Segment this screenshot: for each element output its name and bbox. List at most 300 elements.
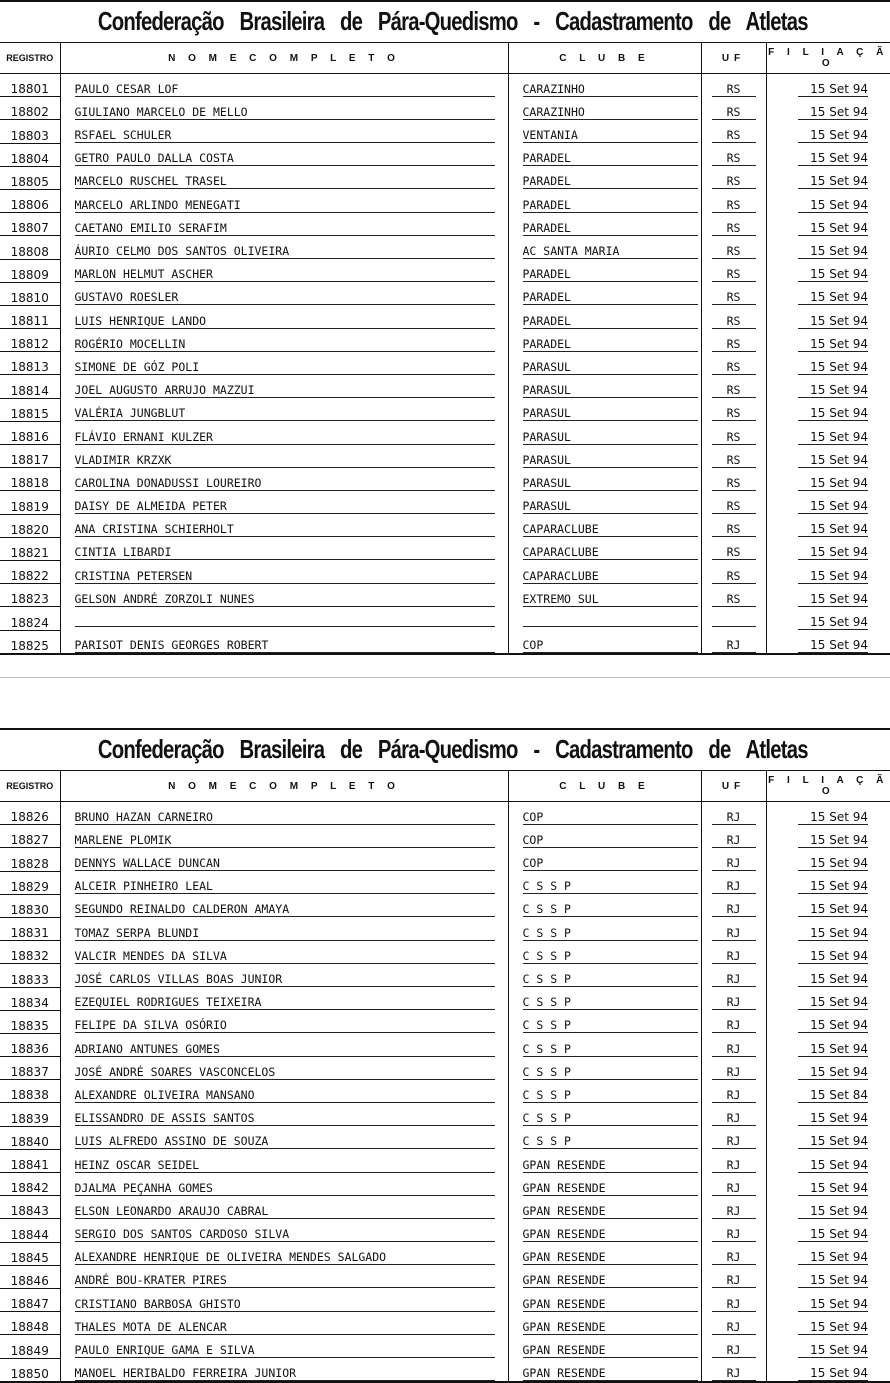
uf-cell-value: RJ [712,1088,756,1103]
uf-cell-value: RJ [712,902,756,917]
uf-cell [701,398,766,421]
name-cell [60,1358,508,1382]
table-row [0,1126,890,1149]
club-cell-value: PARADEL [523,290,698,305]
filiacao-cell [766,1335,890,1358]
uf-cell [701,259,766,282]
uf-cell [701,802,766,825]
name-cell [60,1288,508,1311]
club-cell [508,941,701,964]
uf-cell-value: RJ [712,856,756,871]
club-cell-value: PARASUL [523,476,698,491]
table-row [0,802,890,825]
club-cell [508,236,701,259]
registro-cell: 18849 [0,1335,60,1358]
uf-cell [701,1033,766,1056]
filiacao-cell-value: 15 Set 94 [798,902,868,917]
filiacao-cell [766,871,890,894]
uf-cell [701,1103,766,1126]
club-cell [508,630,701,654]
name-cell [60,964,508,987]
name-cell-value: MARLON HELMUT ASCHER [75,267,495,282]
filiacao-cell-value: 15 Set 94 [798,1042,868,1057]
filiacao-cell-value: 15 Set 94 [798,592,868,607]
name-cell-value: JOSÉ ANDRÉ SOARES VASCONCELOS [75,1065,495,1080]
table-row [0,941,890,964]
athletes-table [0,42,890,655]
name-cell [60,375,508,398]
registro-cell: 18820 [0,514,60,537]
name-cell [60,491,508,514]
club-cell-value: GPAN RESENDE [523,1366,698,1381]
uf-cell-value: RJ [712,1065,756,1080]
table-row [0,871,890,894]
filiacao-cell-value: 15 Set 94 [798,1181,868,1196]
club-cell [508,305,701,328]
club-cell [508,607,701,630]
name-cell-value: CRISTINA PETERSEN [75,569,495,584]
club-cell [508,537,701,560]
table-row [0,375,890,398]
name-cell-value: TOMAZ SERPA BLUNDI [75,926,495,941]
uf-cell [701,848,766,871]
name-cell-value: SIMONE DE GÓZ POLI [75,360,495,375]
club-cell-value: CAPARACLUBE [523,569,698,584]
uf-cell [701,236,766,259]
uf-cell-value: RS [712,151,756,166]
name-cell-value: ALCEIR PINHEIRO LEAL [75,879,495,894]
uf-cell [701,282,766,305]
club-cell-value: PARADEL [523,174,698,189]
filiacao-cell-value: 15 Set 94 [798,174,868,189]
filiacao-cell-value: 15 Set 94 [798,949,868,964]
registro-cell: 18814 [0,375,60,398]
filiacao-cell-value: 15 Set 94 [798,105,868,120]
table-row [0,1057,890,1080]
uf-cell [701,1010,766,1033]
filiacao-cell [766,189,890,212]
filiacao-cell [766,1080,890,1103]
uf-cell [701,74,766,97]
club-cell [508,514,701,537]
uf-cell-value: RJ [712,638,756,653]
uf-cell-value: RJ [712,1250,756,1265]
column-header-registro: REGISTRO [0,43,60,74]
registro-cell: 18824 [0,607,60,630]
club-cell-value: PARASUL [523,383,698,398]
uf-cell-value: RJ [712,1111,756,1126]
uf-cell-value: RJ [712,833,756,848]
club-cell-value: GPAN RESENDE [523,1297,698,1312]
uf-cell [701,941,766,964]
uf-cell-value: RS [712,221,756,236]
club-cell-value: GPAN RESENDE [523,1343,698,1358]
filiacao-cell-value: 15 Set 94 [798,499,868,514]
club-cell [508,213,701,236]
registro-cell: 18817 [0,445,60,468]
filiacao-cell-value: 15 Set 94 [798,314,868,329]
name-cell [60,1196,508,1219]
club-cell [508,1265,701,1288]
registro-cell: 18822 [0,560,60,583]
filiacao-cell-value: 15 Set 94 [798,1297,868,1312]
name-cell [60,848,508,871]
registro-cell: 18818 [0,468,60,491]
club-cell-value: EXTREMO SUL [523,592,698,607]
club-cell-value: COP [523,810,698,825]
table-row [0,825,890,848]
filiacao-cell [766,491,890,514]
uf-cell [701,537,766,560]
table-row [0,1080,890,1103]
table-row [0,189,890,212]
name-cell-value: JOEL AUGUSTO ARRUJO MAZZUI [75,383,495,398]
name-cell [60,1219,508,1242]
filiacao-cell [766,74,890,97]
club-cell-value: C S S P [523,1111,698,1126]
column-header-clube: C L U B E [508,43,701,74]
uf-cell-value: RS [712,244,756,259]
club-cell-value: C S S P [523,926,698,941]
name-cell [60,1149,508,1172]
club-cell-value: GPAN RESENDE [523,1320,698,1335]
club-cell-value: GPAN RESENDE [523,1181,698,1196]
filiacao-cell [766,1242,890,1265]
filiacao-cell-value: 15 Set 94 [798,615,868,630]
registro-cell: 18806 [0,189,60,212]
filiacao-cell-value: 15 Set 94 [798,1250,868,1265]
name-cell [60,802,508,825]
table-row [0,398,890,421]
club-cell-value: PARASUL [523,406,698,421]
club-cell [508,1312,701,1335]
club-cell-value: PARASUL [523,453,698,468]
registro-cell: 18826 [0,802,60,825]
club-cell-value: C S S P [523,1065,698,1080]
filiacao-cell [766,445,890,468]
table-row [0,1010,890,1033]
filiacao-cell-value: 15 Set 94 [798,1366,868,1381]
filiacao-cell [766,1010,890,1033]
column-header-filiacao: F I L I A Ç Ã O [766,771,890,802]
athletes-table [0,770,890,1383]
uf-cell [701,1173,766,1196]
table-row [0,1196,890,1219]
filiacao-cell-value: 15 Set 94 [798,972,868,987]
uf-cell-value: RS [712,174,756,189]
registro-cell: 18816 [0,421,60,444]
filiacao-cell-value: 15 Set 94 [798,545,868,560]
filiacao-cell [766,468,890,491]
registro-cell: 18850 [0,1358,60,1382]
filiacao-cell [766,1149,890,1172]
club-cell-value: PARASUL [523,360,698,375]
uf-cell-value: RS [712,592,756,607]
filiacao-cell [766,143,890,166]
uf-cell [701,917,766,940]
name-cell [60,143,508,166]
table-row [0,1242,890,1265]
column-header-clube: C L U B E [508,771,701,802]
filiacao-cell-value: 15 Set 94 [798,1134,868,1149]
filiacao-cell [766,236,890,259]
club-cell [508,166,701,189]
name-cell [60,352,508,375]
uf-cell [701,630,766,654]
filiacao-cell [766,1126,890,1149]
uf-cell-value: RS [712,430,756,445]
club-cell [508,352,701,375]
uf-cell-value: RJ [712,1181,756,1196]
registro-cell: 18808 [0,236,60,259]
name-cell [60,1126,508,1149]
uf-cell-value: RJ [712,1204,756,1219]
uf-cell [701,166,766,189]
uf-cell-value: RS [712,198,756,213]
table-row [0,259,890,282]
uf-cell-value: RJ [712,972,756,987]
club-cell [508,1173,701,1196]
filiacao-cell-value: 15 Set 94 [798,1320,868,1335]
name-cell [60,894,508,917]
filiacao-cell-value: 15 Set 94 [798,1343,868,1358]
club-cell [508,1219,701,1242]
filiacao-cell [766,421,890,444]
registro-cell: 18811 [0,305,60,328]
name-cell-value: HEINZ OSCAR SEIDEL [75,1158,495,1173]
filiacao-cell-value: 15 Set 94 [798,995,868,1010]
club-cell-value: C S S P [523,995,698,1010]
table-row [0,1288,890,1311]
uf-cell [701,514,766,537]
name-cell [60,1057,508,1080]
club-cell-value: COP [523,856,698,871]
name-cell-value: GUSTAVO ROESLER [75,290,495,305]
club-cell [508,584,701,607]
club-cell [508,329,701,352]
name-cell-value: PAULO CESAR LOF [75,82,495,97]
uf-cell-value: RS [712,267,756,282]
uf-cell [701,894,766,917]
club-cell [508,445,701,468]
filiacao-cell [766,1288,890,1311]
uf-cell [701,189,766,212]
name-cell [60,1010,508,1033]
name-cell [60,560,508,583]
uf-cell-value: RS [712,82,756,97]
club-cell [508,259,701,282]
club-cell [508,1010,701,1033]
name-cell-value: DJALMA PEÇANHA GOMES [75,1181,495,1196]
uf-cell-value: RS [712,337,756,352]
registro-cell: 18823 [0,584,60,607]
club-cell-value: GPAN RESENDE [523,1250,698,1265]
club-cell-value: CARAZINHO [523,105,698,120]
registro-cell: 18847 [0,1288,60,1311]
filiacao-cell-value: 15 Set 94 [798,290,868,305]
registro-cell: 18833 [0,964,60,987]
table-row [0,1103,890,1126]
club-cell [508,375,701,398]
club-cell [508,282,701,305]
name-cell [60,189,508,212]
name-cell [60,97,508,120]
name-cell-value [75,626,495,627]
club-cell [508,964,701,987]
uf-cell [701,964,766,987]
uf-cell [701,560,766,583]
page-divider [0,677,890,678]
name-cell [60,871,508,894]
filiacao-cell [766,987,890,1010]
name-cell [60,1080,508,1103]
filiacao-cell [766,560,890,583]
name-cell [60,329,508,352]
uf-cell [701,143,766,166]
club-cell-value: C S S P [523,879,698,894]
uf-cell [701,584,766,607]
name-cell-value: THALES MOTA DE ALENCAR [75,1320,495,1335]
name-cell [60,825,508,848]
name-cell-value: CRISTIANO BARBOSA GHISTO [75,1297,495,1312]
name-cell [60,514,508,537]
uf-cell-value: RJ [712,1273,756,1288]
filiacao-cell [766,1265,890,1288]
name-cell-value: ÁURIO CELMO DOS SANTOS OLIVEIRA [75,244,495,259]
uf-cell [701,375,766,398]
registro-cell: 18842 [0,1173,60,1196]
table-row [0,491,890,514]
club-cell [508,398,701,421]
name-cell [60,537,508,560]
club-cell [508,1080,701,1103]
name-cell-value: ROGÉRIO MOCELLIN [75,337,495,352]
name-cell-value: CAROLINA DONADUSSI LOUREIRO [75,476,495,491]
registro-cell: 18841 [0,1149,60,1172]
filiacao-cell [766,1033,890,1056]
sheet-header [0,728,890,770]
column-header-uf: UF [701,43,766,74]
name-cell-value: ANDRÉ BOU-KRATER PIRES [75,1273,495,1288]
name-cell-value: SEGUNDO REINALDO CALDERON AMAYA [75,902,495,917]
filiacao-cell [766,120,890,143]
name-cell-value: DAISY DE ALMEIDA PETER [75,499,495,514]
club-cell-value [523,626,698,627]
uf-cell-value: RS [712,545,756,560]
registro-cell: 18804 [0,143,60,166]
filiacao-cell [766,964,890,987]
column-header-registro: REGISTRO [0,771,60,802]
uf-cell-value: RS [712,453,756,468]
sheet-header [0,0,890,42]
uf-cell-value: RS [712,522,756,537]
registro-cell: 18829 [0,871,60,894]
uf-cell [701,445,766,468]
club-cell-value: PARADEL [523,198,698,213]
filiacao-cell [766,166,890,189]
registro-cell: 18821 [0,537,60,560]
name-cell-value: FLÁVIO ERNANI KULZER [75,430,495,445]
club-cell [508,421,701,444]
filiacao-cell [766,282,890,305]
club-cell [508,491,701,514]
filiacao-cell-value: 15 Set 94 [798,430,868,445]
club-cell [508,802,701,825]
uf-cell-value: RS [712,360,756,375]
filiacao-cell [766,584,890,607]
name-cell-value: LUIS HENRIQUE LANDO [75,314,495,329]
filiacao-cell [766,514,890,537]
name-cell-value: ALEXANDRE OLIVEIRA MANSANO [75,1088,495,1103]
name-cell-value: MARCELO ARLINDO MENEGATI [75,198,495,213]
name-cell [60,398,508,421]
filiacao-cell-value: 15 Set 94 [798,360,868,375]
registro-cell: 18815 [0,398,60,421]
name-cell [60,607,508,630]
club-cell [508,871,701,894]
club-cell-value: VENTANIA [523,128,698,143]
club-cell-value: PARADEL [523,221,698,236]
table-row [0,166,890,189]
registro-cell: 18803 [0,120,60,143]
uf-cell [701,213,766,236]
club-cell [508,1149,701,1172]
club-cell [508,825,701,848]
name-cell [60,468,508,491]
filiacao-cell-value: 15 Set 94 [798,522,868,537]
name-cell-value: ALEXANDRE HENRIQUE DE OLIVEIRA MENDES SALGADO [75,1250,495,1265]
filiacao-cell [766,1103,890,1126]
registro-cell: 18819 [0,491,60,514]
club-cell [508,1358,701,1382]
club-cell-value: PARASUL [523,499,698,514]
club-cell [508,97,701,120]
registro-cell: 18802 [0,97,60,120]
club-cell-value: CARAZINHO [523,82,698,97]
uf-cell-value: RJ [712,1320,756,1335]
club-cell-value: GPAN RESENDE [523,1273,698,1288]
uf-cell [701,1149,766,1172]
name-cell [60,1312,508,1335]
club-cell-value: CAPARACLUBE [523,545,698,560]
name-cell-value: EZEQUIEL RODRIGUES TEIXEIRA [75,995,495,1010]
name-cell-value: MARLENE PLOMIK [75,833,495,848]
name-cell [60,1033,508,1056]
table-row [0,421,890,444]
uf-cell [701,1358,766,1382]
club-cell [508,848,701,871]
uf-cell-value: RS [712,476,756,491]
filiacao-cell [766,630,890,654]
club-cell-value: C S S P [523,949,698,964]
table-row [0,1312,890,1335]
filiacao-cell [766,1358,890,1382]
header-row [0,771,890,802]
club-cell [508,1126,701,1149]
filiacao-cell-value: 15 Set 94 [798,833,868,848]
filiacao-cell-value: 15 Set 94 [798,856,868,871]
uf-cell [701,352,766,375]
name-cell [60,1335,508,1358]
table-row [0,143,890,166]
table-row [0,1358,890,1382]
filiacao-cell [766,537,890,560]
uf-cell [701,1219,766,1242]
registro-cell: 18830 [0,894,60,917]
name-cell [60,166,508,189]
filiacao-cell-value: 15 Set 94 [798,337,868,352]
name-cell-value: BRUNO HAZAN CARNEIRO [75,810,495,825]
